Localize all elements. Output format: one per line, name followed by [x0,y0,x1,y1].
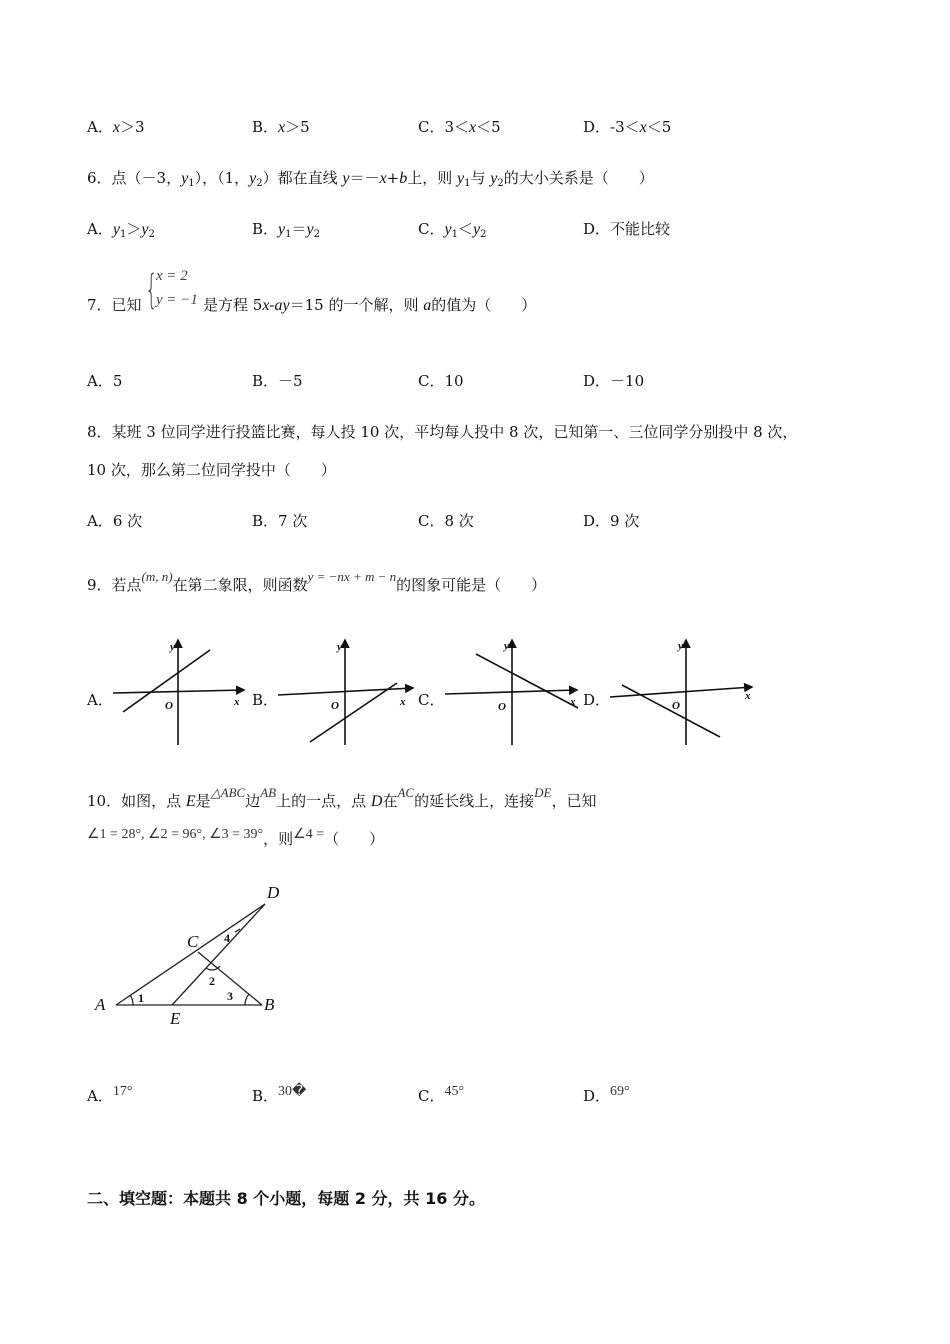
subscript: 2 [313,229,321,240]
text-segment: B． [252,1087,279,1105]
math-text: y [456,170,465,187]
math-text: y [112,221,120,238]
text-segment: 是 [195,792,211,810]
point-c-label: C [187,932,199,951]
graph-b [278,640,413,745]
point-e-label: E [170,1009,181,1028]
y-label: y [170,641,175,653]
text-segment: 的延长线上，连接 [414,792,535,810]
text-segment: （ ） [324,830,385,848]
text-segment: ＝ [291,220,307,238]
x-label: x [745,690,751,702]
angle-3-label: 3 [227,989,233,1003]
angle-3-arc [245,994,249,1005]
text-segment: 的图象可能是（ ） [396,576,547,594]
math-text: 17° [112,1084,133,1099]
text-segment: D． [583,1087,611,1105]
text-segment: ＝－ [349,169,380,187]
math-text: D [370,793,383,810]
text-segment: C． [418,1087,445,1105]
origin-label: O [331,700,339,712]
text-segment: + [386,169,400,187]
q10-option-b [252,1086,306,1108]
subscript: 1 [285,229,292,240]
text-segment: 的大小关系是（ ） [503,169,654,187]
text-segment: 8．某班 3 位同学进行投篮比赛，每人投 10 次，平均每人投中 8 次，已知第一、三位同学分别投中 8 次， [87,423,798,441]
math-text: ∠1 = 28°, ∠2 = 96°, ∠3 = 39° [87,827,264,842]
q10-option-d [583,1086,630,1108]
origin-label: O [672,700,680,712]
math-text: DE [534,785,552,800]
system-row-1: x = 2 [156,268,188,284]
math-text: y [181,170,189,187]
q9-option-a-label: A． [87,691,113,709]
math-text: 69° [610,1084,630,1099]
subscript: 2 [256,178,263,189]
subscript: 1 [119,229,127,240]
math-text: b [399,170,408,187]
text-segment: D．－10 [583,372,645,390]
math-text: ay [274,297,290,314]
graph-a [113,640,244,745]
subscript: 1 [451,229,458,240]
section-2-heading: 二、填空题：本题共 8 个小题，每题 2 分，共 16 分。 [87,1189,485,1208]
text-segment: ），（1， [194,169,250,187]
math-text: ∠4 = [293,827,325,842]
segment-ad [116,904,265,1005]
function-line [476,654,578,708]
y-label: y [337,641,342,653]
text-segment: ，则 [263,830,294,848]
text-segment: 边 [245,792,261,810]
math-text: y [472,221,481,238]
math-text: x [639,119,647,136]
text-segment: A．6 次 [87,512,143,530]
text-segment: 上，则 [407,169,457,187]
text-segment: C．3＜ [418,118,470,136]
text-segment: C．10 [418,372,464,390]
text-segment: C．8 次 [418,512,474,530]
graph-c [445,640,578,745]
subscript: 1 [188,178,195,189]
text-segment: 9．若点 [87,576,142,594]
x-axis [445,690,577,694]
angle-1-arc [130,995,133,1005]
math-text: y [490,170,498,187]
origin-label: O [498,701,506,713]
text-segment: D．-3＜ [583,118,640,136]
math-text: 45° [444,1084,465,1099]
math-text: E [185,793,196,810]
text-segment: ＜5 [646,118,672,136]
q7-prefix: 7．已知 [87,296,142,314]
x-label: x [570,696,576,708]
subscript: 2 [497,178,504,189]
text-segment: D．9 次 [583,512,640,530]
math-text: 30� [278,1084,307,1099]
text-segment: A． [87,220,113,238]
math-text: x [278,119,286,136]
text-segment: 与 [470,169,491,187]
text-segment: 6．点（－3， [87,169,182,187]
text-segment: ＞ [126,220,142,238]
math-text: x [469,119,477,136]
point-b-label: B [264,995,275,1014]
text-segment: B． [252,118,279,136]
text-segment: 上的一点，点 [276,792,371,810]
text-segment: ＞3 [119,118,145,136]
math-text: y [141,221,149,238]
angle-2-label: 2 [209,974,215,988]
text-segment: ＞5 [285,118,310,136]
text-segment: 的值为（ ） [431,296,537,314]
text-segment: ＝15 的一个解，则 [289,296,424,314]
q10-option-a [87,1086,132,1108]
x-label: x [234,696,240,708]
system-row-2: y = −1 [156,292,198,308]
text-segment: B． [252,220,279,238]
text-segment: 10 次，那么第二位同学投中（ ） [87,461,336,479]
math-text: y [249,170,257,187]
text-segment: 在第二象限，则函数 [172,576,308,594]
q10-stem-line1 [87,785,597,812]
q9-option-b-label: B． [252,691,279,709]
math-text: y [444,221,452,238]
subscript: 2 [480,229,487,240]
math-text: x [262,297,270,314]
q9-option-d-label: D． [583,691,611,709]
math-text: x [112,119,120,136]
math-text: y [342,170,350,187]
text-segment: 是方程 5 [203,296,263,314]
math-text: y = −nx + m − n [307,569,397,584]
segment-ed [172,904,265,1005]
q9-option-c-label: C． [418,691,445,709]
math-text: x [379,170,387,187]
math-text: y [306,221,314,238]
text-segment: B．－5 [252,372,303,390]
math-text: y [278,221,286,238]
point-d-label: D [267,883,280,902]
text-segment: - [269,296,275,314]
text-segment: 10．如图，点 [87,792,186,810]
y-label: y [504,640,509,652]
math-text: AC [397,785,415,800]
triangle-figure [116,904,265,1005]
text-segment: ）都在直线 [262,169,343,187]
y-label: y [678,640,683,652]
text-segment: D．不能比较 [583,220,671,238]
brace-icon: { [145,267,158,313]
x-axis [610,687,752,697]
text-segment: C． [418,220,445,238]
x-label: x [400,696,406,708]
q10-stem-line2 [87,829,384,851]
text-segment: A． [87,1087,113,1105]
text-segment: ＜5 [476,118,501,136]
math-text: a [423,297,432,314]
subscript: 2 [148,229,155,240]
q10-option-c [418,1086,464,1108]
text-segment: ＜ [457,220,473,238]
math-text: △ABC [210,785,246,800]
angle-1-label: 1 [138,991,144,1005]
point-a-label: A [95,995,106,1014]
text-segment: ，已知 [551,792,597,810]
math-text: AB [260,785,277,800]
text-segment: A．5 [87,372,123,390]
graph-d [610,640,752,745]
text-segment: 在 [382,792,398,810]
origin-label: O [165,700,173,712]
text-segment: B．7 次 [252,512,308,530]
math-text: (m, n) [141,569,173,584]
subscript: 1 [464,178,471,189]
angle-4-label: 4 [224,931,230,945]
text-segment: A． [87,118,113,136]
